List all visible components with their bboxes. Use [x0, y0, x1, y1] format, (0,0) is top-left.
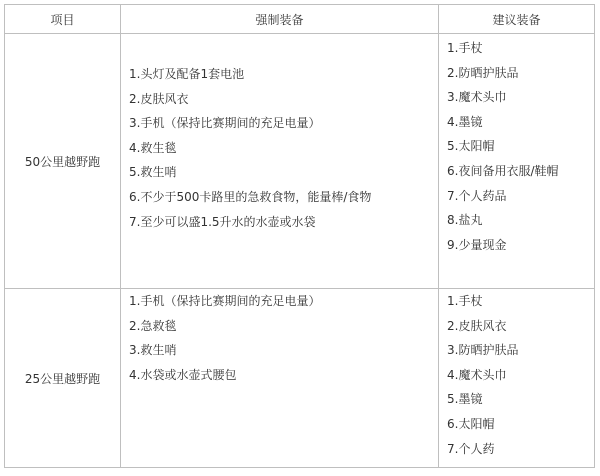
list-item: 3.魔术头巾 — [447, 90, 507, 105]
mandatory-cell — [121, 289, 439, 468]
list-item: 5.太阳帽 — [447, 139, 495, 154]
list-item: 7.至少可以盛1.5升水的水壶或水袋 — [129, 214, 316, 229]
list-item: 1.头灯及配备1套电池 — [129, 67, 245, 81]
suggested-cell — [439, 289, 595, 468]
list-item: 4.水袋或水壶式腰包 — [129, 367, 237, 382]
header-suggested: 建议装备 — [439, 5, 595, 34]
header-row — [5, 5, 595, 34]
list-item: 6.夜间备用衣服/鞋帽 — [447, 163, 559, 178]
project-cell: 50公里越野跑 — [5, 34, 121, 289]
list-item: 3.防晒护肤品 — [447, 343, 519, 358]
list-item: 4.墨镜 — [447, 114, 483, 129]
header-project: 项目 — [5, 5, 121, 34]
list-item: 6.太阳帽 — [447, 416, 495, 431]
list-item: 2.皮肤风衣 — [447, 318, 507, 333]
list-item: 1.手杖 — [447, 41, 483, 55]
list-item: 5.救生哨 — [129, 165, 177, 180]
list-item: 1.手杖 — [447, 294, 483, 308]
list-item: 7.个人药 — [447, 441, 495, 456]
mandatory-cell — [121, 34, 439, 289]
suggested-cell — [439, 34, 595, 289]
list-item: 4.魔术头巾 — [447, 367, 507, 382]
header-mandatory: 强制装备 — [121, 5, 439, 34]
list-item: 6.不少于500卡路里的急救食物，能量棒/食物 — [129, 189, 372, 204]
table-row — [5, 34, 595, 289]
list-item: 2.皮肤风衣 — [129, 91, 189, 106]
table-row — [5, 289, 595, 468]
list-item: 5.墨镜 — [447, 392, 483, 407]
project-cell: 25公里越野跑 — [5, 289, 121, 468]
list-item: 1.手机（保持比赛期间的充足电量） — [129, 294, 321, 308]
list-item: 2.急救毯 — [129, 318, 177, 333]
list-item: 7.个人药品 — [447, 188, 507, 203]
equipment-table — [4, 4, 595, 468]
list-item: 2.防晒护肤品 — [447, 65, 519, 80]
list-item: 4.救生毯 — [129, 140, 177, 155]
list-item: 3.手机（保持比赛期间的充足电量） — [129, 116, 321, 131]
list-item: 8.盐丸 — [447, 213, 483, 228]
list-item: 3.救生哨 — [129, 343, 177, 358]
list-item: 9.少量现金 — [447, 237, 507, 252]
